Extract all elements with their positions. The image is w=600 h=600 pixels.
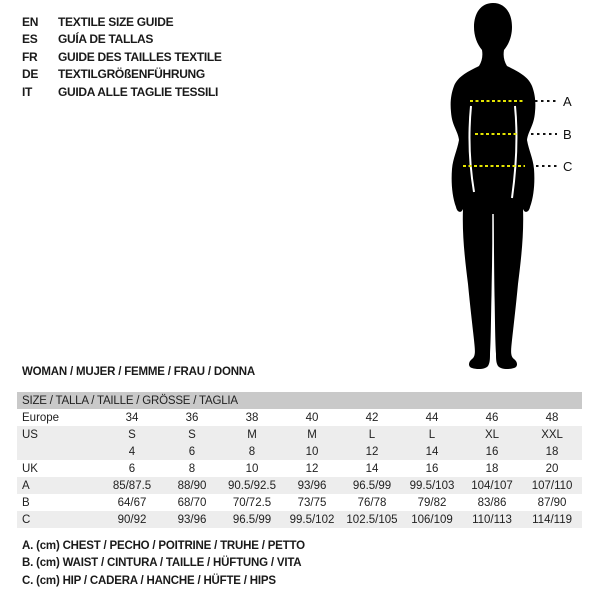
category-title: WOMAN / MUJER / FEMME / FRAU / DONNA [22, 366, 256, 378]
size-cell: 85/87.5 [102, 477, 162, 494]
size-cell: 48 [545, 411, 559, 424]
size-cell: 14 [402, 443, 462, 460]
size-cell: M [222, 426, 282, 443]
size-cell: M [282, 426, 342, 443]
table-row [17, 443, 582, 460]
size-cell: 93/96 [282, 477, 342, 494]
size-cell: 12 [305, 462, 319, 475]
table-row [17, 494, 582, 511]
size-cell: 4 [102, 443, 162, 460]
row-label: C [17, 511, 102, 528]
size-cell: 46 [485, 411, 499, 424]
size-cell: 106/109 [402, 511, 462, 528]
table-row [17, 477, 582, 494]
size-cell: 90.5/92.5 [222, 477, 282, 494]
size-cell: S [162, 426, 222, 443]
row-label: A [17, 477, 102, 494]
size-cell: 18 [485, 462, 499, 475]
legend-waist: B. (cm) WAIST / CINTURA / TAILLE / HÜFTUNG / VITA [22, 557, 302, 570]
lang-row-fr [22, 48, 222, 66]
size-cell: 36 [185, 411, 199, 424]
size-cell: 14 [365, 462, 379, 475]
table-row [17, 426, 582, 443]
size-cell: 96.5/99 [222, 511, 282, 528]
lang-code: IT [22, 84, 33, 99]
table-row [17, 460, 582, 477]
row-label: Europe [22, 411, 60, 424]
size-cell: 93/96 [162, 511, 222, 528]
guide-title: TEXTILGRÖßENFÜHRUNG [58, 67, 205, 82]
size-cell: 44 [425, 411, 439, 424]
size-cell: 83/86 [477, 496, 507, 509]
lang-row-de [22, 66, 222, 84]
size-cell: 16 [462, 443, 522, 460]
size-cell: 76/78 [357, 496, 387, 509]
lang-code: ES [22, 32, 38, 47]
table-row [17, 511, 582, 528]
size-cell: 88/90 [162, 477, 222, 494]
size-cell: 10 [282, 443, 342, 460]
size-cell: 6 [162, 443, 222, 460]
lang-row-it [22, 83, 222, 101]
size-cell: XXL [522, 426, 582, 443]
size-cell: 87/90 [537, 496, 567, 509]
size-cell: 96.5/99 [342, 477, 402, 494]
language-title-list [22, 13, 222, 101]
table-row [17, 409, 582, 426]
measurement-legend [22, 537, 305, 590]
size-cell: S [102, 426, 162, 443]
lang-row-es [22, 31, 222, 49]
size-cell: 18 [522, 443, 582, 460]
size-cell: 40 [305, 411, 319, 424]
size-cell: 114/119 [522, 511, 582, 528]
size-cell: 6 [128, 462, 136, 475]
size-cell: 107/110 [522, 477, 582, 494]
lang-code: EN [22, 14, 39, 29]
size-cell: 70/72.5 [232, 496, 272, 509]
size-cell: 20 [545, 462, 559, 475]
size-cell: 38 [245, 411, 259, 424]
row-label: B [22, 496, 30, 509]
lang-code: DE [22, 67, 39, 82]
guide-title: GUÍA DE TALLAS [58, 32, 154, 47]
row-label: UK [22, 462, 38, 475]
size-cell: 90/92 [102, 511, 162, 528]
measurement-figure [430, 0, 580, 375]
guide-title: TEXTILE SIZE GUIDE [58, 14, 174, 29]
row-label [17, 443, 102, 460]
size-cell: L [402, 426, 462, 443]
row-label: US [17, 426, 102, 443]
size-cell: 8 [188, 462, 196, 475]
size-cell: 102.5/105 [342, 511, 402, 528]
legend-hip: C. (cm) HIP / CADERA / HANCHE / HÜFTE / HIPS [22, 574, 276, 587]
lang-code: FR [22, 49, 38, 64]
chest-label: A [563, 94, 572, 109]
size-cell: 64/67 [117, 496, 147, 509]
size-cell: 73/75 [297, 496, 327, 509]
size-cell: L [342, 426, 402, 443]
size-cell: 79/82 [417, 496, 447, 509]
size-cell: 10 [245, 462, 259, 475]
hip-label: C [563, 159, 573, 174]
size-cell: 68/70 [177, 496, 207, 509]
size-cell: 12 [342, 443, 402, 460]
legend-chest: A. (cm) CHEST / PECHO / POITRINE / TRUHE / PETTO [22, 539, 305, 552]
woman-silhouette-svg [430, 0, 580, 375]
size-cell: 16 [425, 462, 439, 475]
size-cell: XL [462, 426, 522, 443]
waist-label: B [563, 127, 572, 142]
guide-title: GUIDE DES TAILLES TEXTILE [58, 49, 222, 64]
guide-title: GUIDA ALLE TAGLIE TESSILI [58, 84, 219, 99]
size-cell: 104/107 [462, 477, 522, 494]
size-cell: 110/113 [462, 511, 522, 528]
size-table-body [17, 409, 582, 528]
table-header: SIZE / TALLA / TAILLE / GRÖSSE / TAGLIA [17, 392, 582, 409]
size-cell: 99.5/103 [402, 477, 462, 494]
lang-row-en [22, 13, 222, 31]
size-cell: 99.5/102 [282, 511, 342, 528]
size-cell: 8 [222, 443, 282, 460]
size-cell: 34 [125, 411, 139, 424]
table-header-row [17, 392, 582, 409]
size-table [17, 392, 582, 528]
size-cell: 42 [365, 411, 379, 424]
